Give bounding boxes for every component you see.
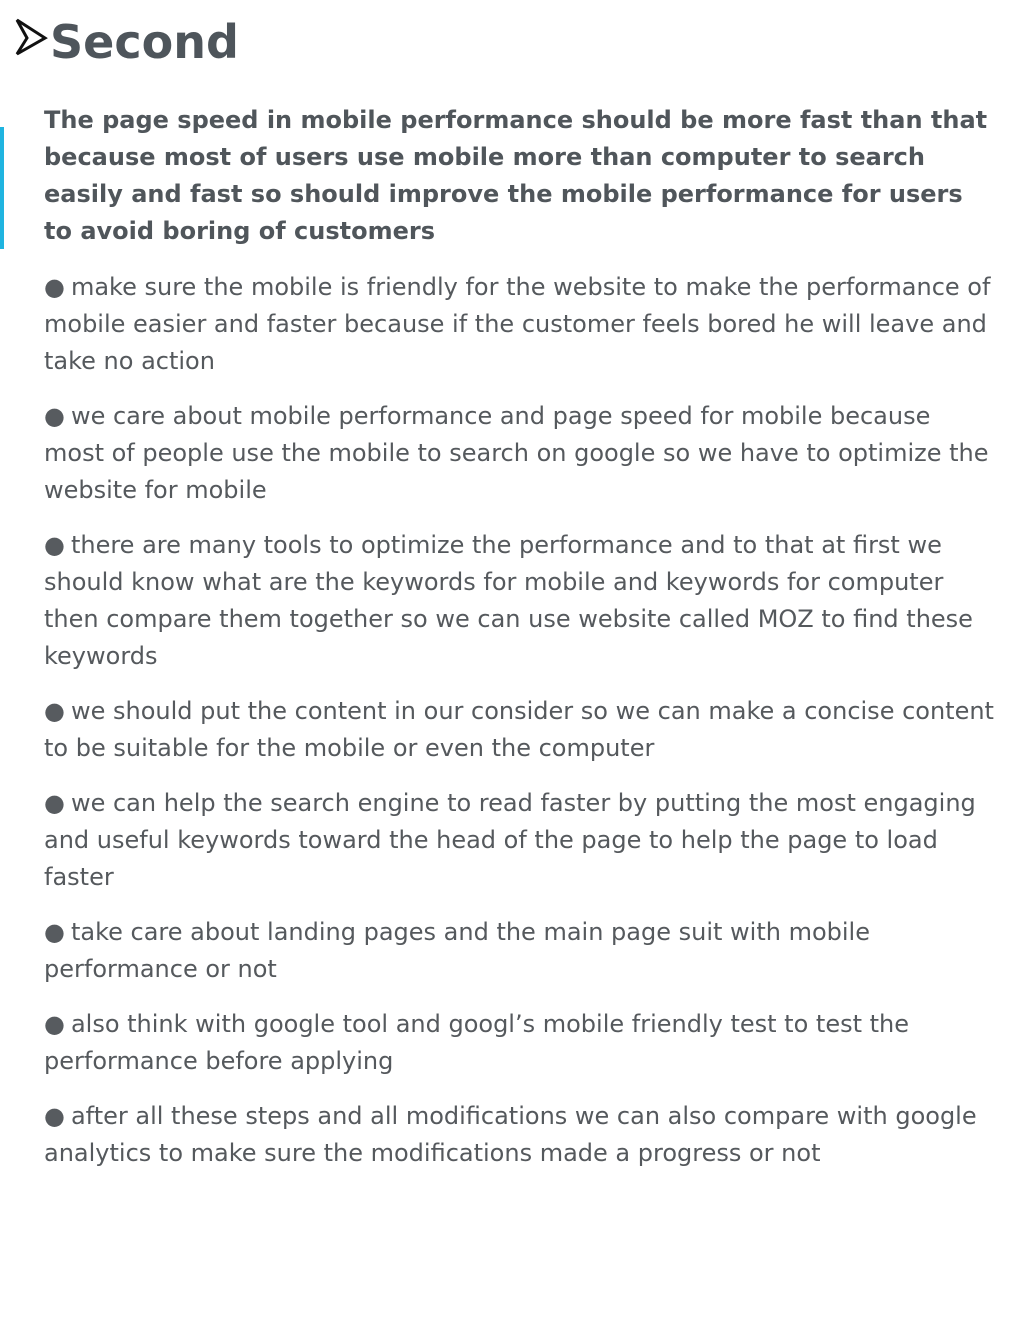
bullet-dot-icon: ●	[44, 531, 65, 559]
list-item	[44, 1006, 994, 1080]
intro-paragraph: The page speed in mobile performance should be more fast than that because most of users use mobile more than computer to search easily and fast so should improve the mobile performance for users to avoid boring of customers	[44, 106, 988, 245]
bullet-dot-icon: ●	[44, 1102, 65, 1130]
list-item	[44, 269, 994, 380]
list-item-text: take care about landing pages and the main page suit with mobile performance or not	[44, 918, 870, 983]
bullet-dot-icon: ●	[44, 697, 65, 725]
list-item	[44, 527, 994, 675]
list-item	[44, 693, 994, 767]
bullet-list	[44, 269, 994, 1190]
list-item	[44, 1098, 994, 1172]
list-item-text: after all these steps and all modifications we can also compare with google analytics to make sure the modifications made a progress or not	[44, 1102, 977, 1167]
arrowhead-bullet-icon	[14, 16, 48, 56]
bullet-dot-icon: ●	[44, 1010, 65, 1038]
list-item-text: we care about mobile performance and page speed for mobile because most of people use the mobile to search on google so we have to optimize the website for mobile	[44, 402, 989, 504]
bullet-dot-icon: ●	[44, 918, 65, 946]
page-title: Second	[50, 15, 239, 69]
list-item-text: we can help the search engine to read faster by putting the most engaging and useful keywords toward the head of the page to help the page to load faster	[44, 789, 976, 891]
list-item	[44, 398, 994, 509]
list-item-text: there are many tools to optimize the performance and to that at first we should know what are the keywords for mobile and keywords for computer then compare them together so we can use website called MOZ to find these keywords	[44, 531, 973, 670]
list-item-text: make sure the mobile is friendly for the website to make the performance of mobile easier and faster because if the customer feels bored he will leave and take no action	[44, 273, 991, 375]
bullet-dot-icon: ●	[44, 273, 65, 301]
accent-bar	[0, 127, 4, 249]
list-item-text: also think with google tool and googl’s mobile friendly test to test the performance before applying	[44, 1010, 910, 1075]
section-heading	[14, 14, 239, 70]
bullet-dot-icon: ●	[44, 402, 65, 430]
list-item-text: we should put the content in our consider so we can make a concise content to be suitable for the mobile or even the computer	[44, 697, 994, 762]
list-item	[44, 785, 994, 896]
bullet-dot-icon: ●	[44, 789, 65, 817]
list-item	[44, 914, 994, 988]
